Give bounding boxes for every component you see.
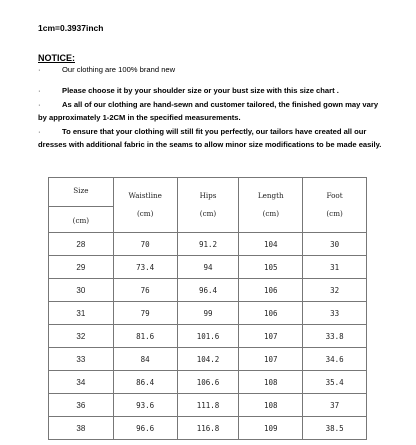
notice-text: As all of our clothing are hand-sewn and customer tailored, the finished gown may vary by approximately 1-2CM in the specified measurements. (38, 100, 379, 122)
header-divider (49, 206, 113, 207)
table-row (49, 279, 367, 302)
table-row (49, 302, 367, 325)
header-foot (303, 178, 367, 233)
cell-length: 109 (239, 417, 303, 440)
cell-foot: 38.5 (303, 417, 367, 440)
header-size (49, 178, 114, 233)
cell-length: 106 (239, 302, 303, 325)
header-length (239, 178, 303, 233)
cell-size: 32 (49, 325, 114, 348)
cell-hips: 91.2 (177, 233, 239, 256)
header-waistline (113, 178, 177, 233)
cell-waistline: 79 (113, 302, 177, 325)
cell-size: 28 (49, 233, 114, 256)
cell-waistline: 70 (113, 233, 177, 256)
cell-length: 107 (239, 325, 303, 348)
cell-foot: 32 (303, 279, 367, 302)
header-unit: (cm) (199, 209, 217, 218)
table-row (49, 394, 367, 417)
cell-hips: 99 (177, 302, 239, 325)
cell-foot: 33 (303, 302, 367, 325)
cell-hips: 104.2 (177, 348, 239, 371)
cell-length: 108 (239, 394, 303, 417)
bullet-icon: · (38, 86, 41, 95)
notice-title: NOTICE: (38, 53, 75, 63)
cell-size: 36 (49, 394, 114, 417)
cell-hips: 116.8 (177, 417, 239, 440)
table-header-row (49, 178, 367, 233)
notice-text: Our clothing are 100% brand new (62, 65, 176, 74)
header-label: Length (257, 191, 284, 200)
header-label: Foot (326, 191, 343, 200)
cell-hips: 101.6 (177, 325, 239, 348)
bullet-icon: · (38, 127, 41, 136)
cell-foot: 33.8 (303, 325, 367, 348)
cell-waistline: 86.4 (113, 371, 177, 394)
cell-hips: 96.4 (177, 279, 239, 302)
cell-foot: 30 (303, 233, 367, 256)
cell-hips: 111.8 (177, 394, 239, 417)
cell-foot: 31 (303, 256, 367, 279)
cell-length: 104 (239, 233, 303, 256)
table-row (49, 417, 367, 440)
cell-size: 29 (49, 256, 114, 279)
header-label: Hips (199, 191, 217, 200)
bullet-icon: · (38, 65, 41, 74)
cell-waistline: 76 (113, 279, 177, 302)
cell-length: 108 (239, 371, 303, 394)
cell-waistline: 73.4 (113, 256, 177, 279)
cell-waistline: 96.6 (113, 417, 177, 440)
notice-item-hand-sewn (38, 99, 388, 124)
header-unit: (cm) (136, 209, 154, 218)
notice-item-brand-new (38, 64, 388, 77)
bullet-icon: · (38, 100, 41, 109)
table-row (49, 348, 367, 371)
table-row (49, 325, 367, 348)
cell-size: 30 (49, 279, 114, 302)
header-unit: (cm) (72, 216, 90, 225)
notice-item-choose-size (38, 85, 388, 98)
header-label: Size (73, 186, 89, 195)
cell-hips: 106.6 (177, 371, 239, 394)
size-chart-table (48, 177, 367, 440)
cell-waistline: 84 (113, 348, 177, 371)
cell-size: 38 (49, 417, 114, 440)
table-row (49, 256, 367, 279)
header-unit: (cm) (262, 209, 280, 218)
cell-length: 106 (239, 279, 303, 302)
cell-waistline: 93.6 (113, 394, 177, 417)
table-row (49, 371, 367, 394)
unit-conversion: 1cm=0.3937inch (38, 23, 104, 33)
cell-size: 33 (49, 348, 114, 371)
cell-hips: 94 (177, 256, 239, 279)
cell-size: 34 (49, 371, 114, 394)
cell-foot: 34.6 (303, 348, 367, 371)
cell-size: 31 (49, 302, 114, 325)
table-body (49, 233, 367, 440)
header-label: Waistline (128, 191, 162, 200)
header-unit: (cm) (326, 209, 343, 218)
cell-waistline: 81.6 (113, 325, 177, 348)
cell-foot: 37 (303, 394, 367, 417)
header-hips (177, 178, 239, 233)
cell-length: 107 (239, 348, 303, 371)
table-row (49, 233, 367, 256)
cell-length: 105 (239, 256, 303, 279)
cell-foot: 35.4 (303, 371, 367, 394)
notice-item-seam-allowance (38, 126, 388, 151)
notice-text: To ensure that your clothing will still fit you perfectly, our tailors have created all our dresses with additional fabric in the seams to allow minor size modifications to be made easily. (38, 127, 382, 149)
notice-text: Please choose it by your shoulder size or your bust size with this size chart . (62, 86, 339, 95)
